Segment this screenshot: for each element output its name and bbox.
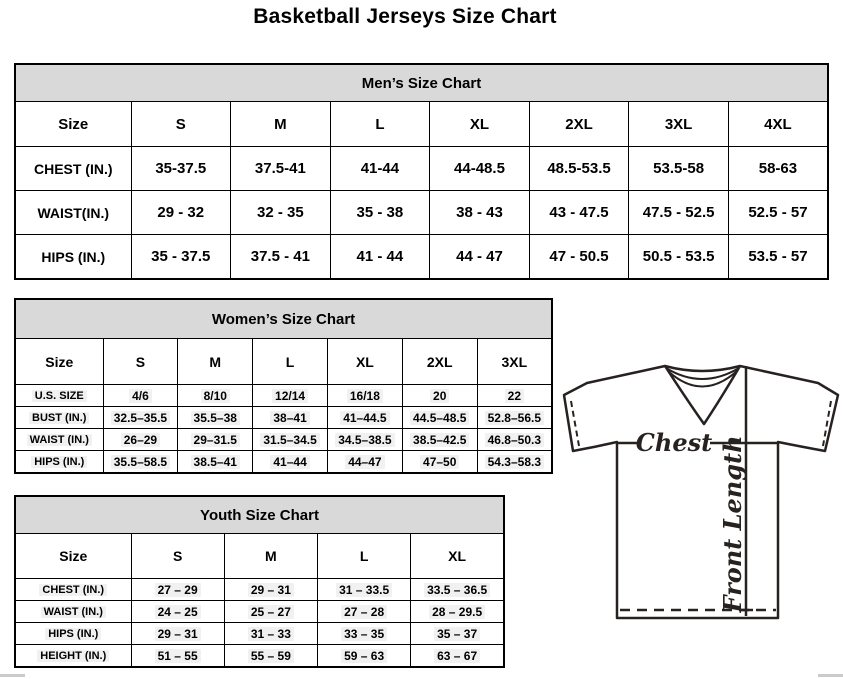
size-value-cell-text: 44–47: [345, 455, 384, 469]
size-column-header: S: [103, 339, 178, 385]
row-label-text: HEIGHT (IN.): [37, 650, 109, 662]
size-value-cell: [402, 451, 477, 474]
size-column-header: S: [131, 102, 231, 147]
size-value-cell: [131, 623, 224, 645]
size-value-cell: 35-37.5: [131, 147, 231, 191]
size-value-cell: [103, 451, 178, 474]
size-value-cell: [477, 451, 552, 474]
size-value-cell-text: 31 – 33: [248, 627, 294, 641]
row-label-text: WAIST (IN.): [41, 606, 106, 618]
row-label-text: HIPS (IN.): [45, 628, 101, 640]
size-column-header: XL: [430, 102, 530, 147]
size-value-cell: 47 - 50.5: [529, 235, 629, 280]
size-value-cell: 50.5 - 53.5: [629, 235, 729, 280]
size-value-cell: [131, 579, 224, 601]
row-label: [15, 579, 131, 601]
row-label-text: BUST (IN.): [29, 412, 89, 424]
size-value-cell: [224, 645, 317, 668]
size-value-cell-text: 59 – 63: [341, 649, 387, 663]
jersey-outline: [564, 366, 838, 618]
table-row: [15, 451, 552, 474]
size-value-cell: [411, 645, 504, 668]
size-value-cell-text: 44.5–48.5: [410, 411, 469, 425]
size-value-cell: [103, 407, 178, 429]
row-label-text: CHEST (IN.): [39, 584, 107, 596]
v-neck-outline: [665, 366, 740, 424]
size-value-cell-text: 38.5–42.5: [410, 433, 469, 447]
womens-size-header-row: [15, 339, 552, 385]
size-value-cell-text: 32.5–35.5: [111, 411, 170, 425]
size-value-cell: [327, 407, 402, 429]
table-row: [15, 191, 828, 235]
row-label: [15, 429, 103, 451]
size-value-cell: [178, 429, 253, 451]
size-value-cell: [178, 385, 253, 407]
table-row: [15, 623, 504, 645]
size-value-cell-text: 29–31.5: [191, 433, 240, 447]
row-label: [15, 623, 131, 645]
size-label-header: Size: [15, 102, 131, 147]
mens-size-header-row: [15, 102, 828, 147]
size-value-cell-text: 47–50: [420, 455, 459, 469]
size-value-cell: 32 - 35: [231, 191, 331, 235]
size-value-cell: 35 - 38: [330, 191, 430, 235]
size-value-cell: 53.5-58: [629, 147, 729, 191]
size-value-cell: 29 - 32: [131, 191, 231, 235]
size-value-cell-text: 35.5–38: [191, 411, 240, 425]
jersey-measurement-diagram: [560, 354, 843, 624]
table-row: [15, 385, 552, 407]
row-label: WAIST(IN.): [15, 191, 131, 235]
size-value-cell: 58-63: [728, 147, 828, 191]
size-column-header: XL: [411, 534, 504, 579]
size-value-cell-text: 27 – 28: [341, 605, 387, 619]
size-value-cell: [131, 601, 224, 623]
size-value-cell: [402, 429, 477, 451]
size-column-header: L: [318, 534, 411, 579]
size-value-cell: 35 - 37.5: [131, 235, 231, 280]
size-value-cell-text: 29 – 31: [155, 627, 201, 641]
size-value-cell-text: 28 – 29.5: [429, 605, 485, 619]
table-row: [15, 645, 504, 668]
youth-chart-header: [15, 496, 504, 534]
size-value-cell-text: 35 – 37: [434, 627, 480, 641]
size-value-cell-text: 51 – 55: [155, 649, 201, 663]
size-value-cell: [318, 645, 411, 668]
size-value-cell-text: 24 – 25: [155, 605, 201, 619]
size-column-header: 3XL: [629, 102, 729, 147]
row-label: HIPS (IN.): [15, 235, 131, 280]
horizontal-scrollbar-thumb-right[interactable]: [818, 674, 843, 677]
front-length-label: Front Length: [718, 435, 747, 613]
size-column-header: M: [231, 102, 331, 147]
size-value-cell-text: 8/10: [201, 389, 230, 403]
size-value-cell-text: 31 – 33.5: [336, 583, 392, 597]
row-label-text: WAIST (IN.): [27, 434, 92, 446]
size-value-cell: [131, 645, 224, 668]
table-row: [15, 429, 552, 451]
size-column-header: XL: [327, 339, 402, 385]
size-value-cell: [103, 385, 178, 407]
womens-size-chart-table: [14, 298, 553, 474]
size-value-cell-text: 34.5–38.5: [335, 433, 394, 447]
size-value-cell-text: 22: [505, 389, 524, 403]
size-value-cell-text: 46.8–50.3: [485, 433, 544, 447]
size-value-cell: [253, 429, 328, 451]
size-value-cell: 53.5 - 57: [728, 235, 828, 280]
youth-chart-title: Youth Size Chart: [15, 496, 504, 534]
size-value-cell: 48.5-53.5: [529, 147, 629, 191]
size-value-cell: [402, 407, 477, 429]
size-value-cell-text: 54.3–58.3: [485, 455, 544, 469]
womens-chart-title: Women’s Size Chart: [15, 299, 552, 339]
size-value-cell: [477, 385, 552, 407]
size-value-cell: [253, 407, 328, 429]
size-value-cell: [477, 407, 552, 429]
size-value-cell: [327, 451, 402, 474]
size-value-cell: [178, 407, 253, 429]
size-value-cell: [103, 429, 178, 451]
size-value-cell: 44-48.5: [430, 147, 530, 191]
size-column-header: 2XL: [402, 339, 477, 385]
size-value-cell: [411, 601, 504, 623]
row-label: CHEST (IN.): [15, 147, 131, 191]
size-value-cell: [318, 601, 411, 623]
size-value-cell: [224, 623, 317, 645]
size-label-header: Size: [15, 534, 131, 579]
size-value-cell: [477, 429, 552, 451]
size-value-cell: [253, 385, 328, 407]
size-value-cell: 38 - 43: [430, 191, 530, 235]
size-value-cell-text: 12/14: [272, 389, 308, 403]
size-value-cell-text: 41–44: [270, 455, 309, 469]
size-value-cell: [327, 429, 402, 451]
size-value-cell-text: 33 – 35: [341, 627, 387, 641]
horizontal-scrollbar-thumb-left[interactable]: [0, 674, 25, 677]
size-column-header: M: [178, 339, 253, 385]
table-row: [15, 407, 552, 429]
table-row: [15, 579, 504, 601]
size-value-cell-text: 63 – 67: [434, 649, 480, 663]
womens-chart-header: [15, 299, 552, 339]
size-value-cell: [411, 579, 504, 601]
row-label: [15, 451, 103, 474]
size-value-cell: 52.5 - 57: [728, 191, 828, 235]
size-value-cell-text: 38.5–41: [191, 455, 240, 469]
mens-chart-header: [15, 64, 828, 102]
table-row: [15, 147, 828, 191]
table-row: [15, 235, 828, 280]
size-value-cell: 41-44: [330, 147, 430, 191]
size-value-cell-text: 38–41: [270, 411, 309, 425]
size-value-cell: 37.5-41: [231, 147, 331, 191]
size-value-cell-text: 33.5 – 36.5: [424, 583, 490, 597]
size-value-cell: [411, 623, 504, 645]
size-column-header: 4XL: [728, 102, 828, 147]
size-value-cell: 47.5 - 52.5: [629, 191, 729, 235]
size-value-cell-text: 16/18: [347, 389, 383, 403]
size-value-cell: 41 - 44: [330, 235, 430, 280]
size-value-cell-text: 26–29: [121, 433, 160, 447]
mens-chart-title: Men’s Size Chart: [15, 64, 828, 102]
size-column-header: M: [224, 534, 317, 579]
youth-size-header-row: [15, 534, 504, 579]
size-value-cell: 43 - 47.5: [529, 191, 629, 235]
size-value-cell-text: 27 – 29: [155, 583, 201, 597]
size-value-cell-text: 35.5–58.5: [111, 455, 170, 469]
size-value-cell: 37.5 - 41: [231, 235, 331, 280]
size-value-cell-text: 31.5–34.5: [260, 433, 319, 447]
size-value-cell-text: 29 – 31: [248, 583, 294, 597]
size-column-header: L: [330, 102, 430, 147]
size-value-cell-text: 52.8–56.5: [485, 411, 544, 425]
row-label: [15, 407, 103, 429]
size-value-cell-text: 25 – 27: [248, 605, 294, 619]
size-column-header: 3XL: [477, 339, 552, 385]
size-column-header: 2XL: [529, 102, 629, 147]
size-value-cell: [224, 579, 317, 601]
size-column-header: L: [253, 339, 328, 385]
youth-size-chart-table: [14, 495, 505, 668]
mens-size-chart-table: [14, 63, 829, 280]
chest-label: Chest: [635, 428, 713, 457]
row-label: [15, 601, 131, 623]
size-value-cell: [178, 451, 253, 474]
page-title: Basketball Jerseys Size Chart: [253, 5, 557, 28]
size-value-cell: [327, 385, 402, 407]
size-value-cell: [224, 601, 317, 623]
size-value-cell: [402, 385, 477, 407]
size-value-cell: [253, 451, 328, 474]
size-value-cell: [318, 623, 411, 645]
size-value-cell-text: 20: [430, 389, 449, 403]
size-value-cell-text: 4/6: [129, 389, 152, 403]
size-value-cell-text: 41–44.5: [340, 411, 389, 425]
row-label-text: U.S. SIZE: [32, 390, 87, 402]
size-value-cell: 44 - 47: [430, 235, 530, 280]
table-row: [15, 601, 504, 623]
row-label-text: HIPS (IN.): [31, 456, 87, 468]
size-column-header: S: [131, 534, 224, 579]
size-value-cell-text: 55 – 59: [248, 649, 294, 663]
row-label: [15, 385, 103, 407]
row-label: [15, 645, 131, 668]
size-label-header: Size: [15, 339, 103, 385]
size-value-cell: [318, 579, 411, 601]
